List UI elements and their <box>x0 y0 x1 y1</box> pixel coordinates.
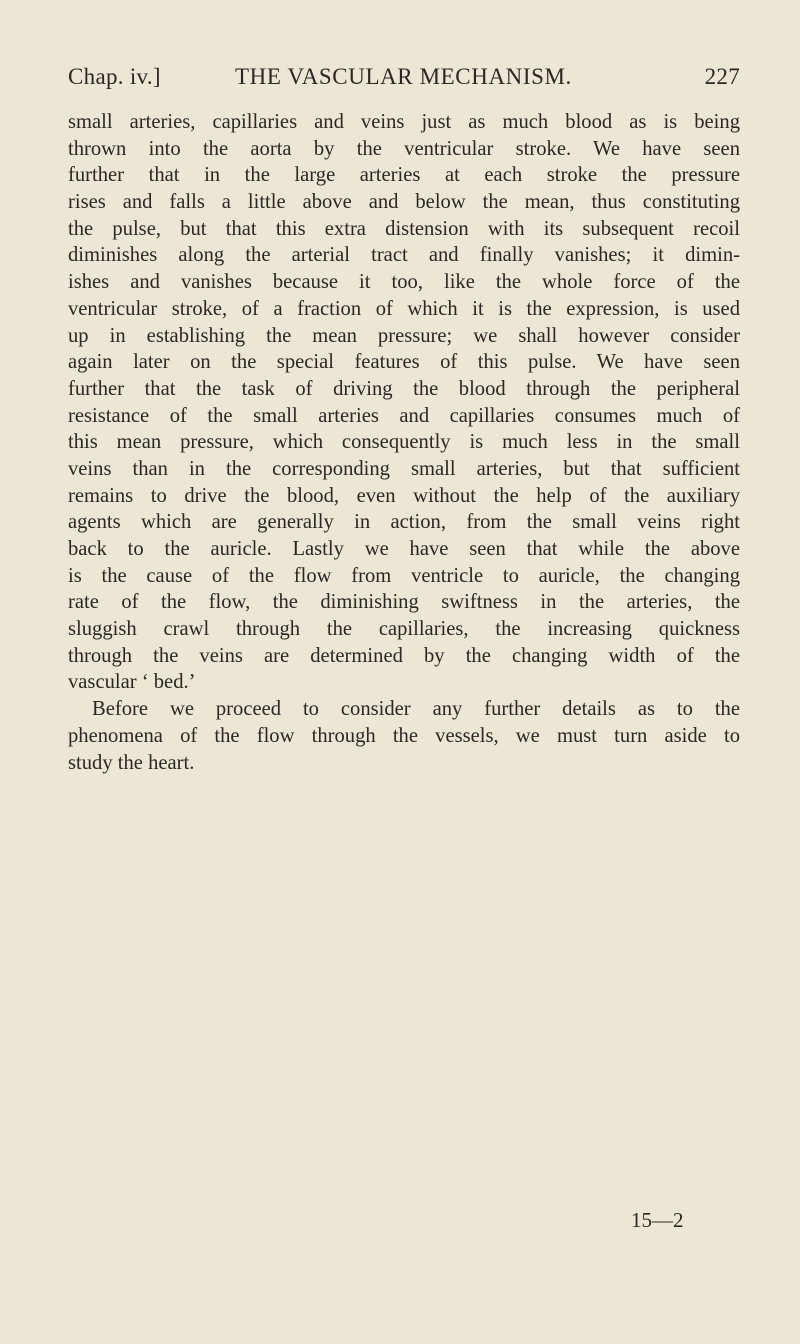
text-line: the pulse, but that this extra distension with its subsequent recoil <box>68 217 740 240</box>
page-number: 227 <box>704 64 740 89</box>
text-line: up in establishing the mean pressure; we shall however consider <box>68 324 740 347</box>
text-line: agents which are generally in action, from the small veins right <box>68 511 740 534</box>
text-line: study the heart. <box>68 751 195 774</box>
text-line: phenomena of the flow through the vessels, we must turn aside to <box>68 724 740 747</box>
text-line: veins than in the corresponding small arteries, but that sufficient <box>68 457 740 480</box>
text-line: back to the auricle. Lastly we have seen that while the above <box>68 538 740 560</box>
text-line: rises and falls a little above and below the mean, thus constituting <box>68 191 740 214</box>
text-line: resistance of the small arteries and capillaries consumes much of <box>68 404 740 427</box>
running-title: THE VASCULAR MECHANISM. <box>235 64 572 89</box>
text-line: this mean pressure, which consequently is much less in the small <box>68 431 740 454</box>
text-line: again later on the special features of this pulse. We have seen <box>68 351 740 374</box>
text-line: further that the task of driving the blood through the peripheral <box>68 377 740 400</box>
chapter-label: Chap. iv.] <box>68 64 161 89</box>
text-line: through the veins are determined by the changing width of the <box>68 644 740 667</box>
text-line: is the cause of the flow from ventricle to auricle, the changing <box>68 564 740 587</box>
text-line: further that in the large arteries at each stroke the pressure <box>68 164 740 187</box>
text-line: sluggish crawl through the capillaries, the increasing quickness <box>68 618 740 641</box>
text-line: ventricular stroke, of a fraction of which it is the expression, is used <box>68 297 740 320</box>
text-line: thrown into the aorta by the ventricular stroke. We have seen <box>68 137 740 160</box>
text-line: rate of the flow, the diminishing swiftness in the arteries, the <box>68 591 740 614</box>
text-line: diminishes along the arterial tract and finally vanishes; it dimin- <box>68 244 740 267</box>
text-line: ishes and vanishes because it too, like the whole force of the <box>68 271 740 294</box>
text-line: Before we proceed to consider any further details as to the <box>92 698 740 721</box>
text-line: vascular ‘ bed.’ <box>68 671 196 694</box>
body-text <box>68 109 740 776</box>
text-line: small arteries, capillaries and veins just as much blood as is being <box>68 111 740 133</box>
running-header <box>68 64 740 96</box>
text-line: remains to drive the blood, even without the help of the auxiliary <box>68 484 740 507</box>
signature-mark: 15—2 <box>631 1208 684 1232</box>
